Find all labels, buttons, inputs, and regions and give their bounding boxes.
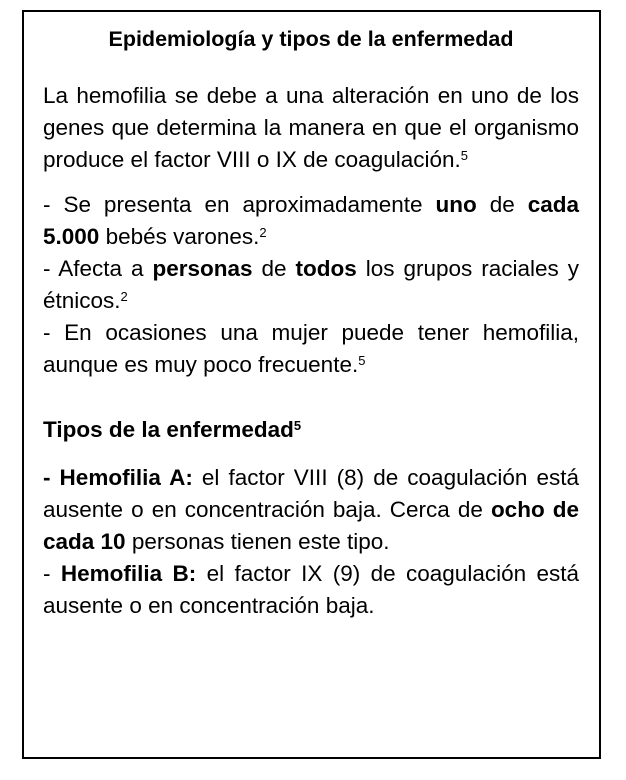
fact-1-text: de: [476, 192, 528, 217]
fact-2-text: los grupos raciales y étnicos.: [43, 256, 579, 313]
types-heading-text: Tipos de la enfermedad: [43, 417, 294, 442]
type-a-text: personas tienen este tipo.: [125, 529, 390, 554]
type-a-label: - Hemofilia A:: [43, 465, 193, 490]
intro-reference: 5: [460, 147, 468, 163]
type-b-dash: -: [43, 561, 61, 586]
type-a-bold: ocho de cada 10: [43, 497, 579, 554]
fact-2-text: - Afecta a: [43, 256, 153, 281]
fact-1-text: - Se presenta en aproximadamente: [43, 192, 436, 217]
types-paragraph: [43, 462, 579, 622]
fact-2-reference: 2: [120, 288, 128, 304]
fact-1-bold: uno: [435, 192, 477, 217]
intro-text: La hemofilia se debe a una alteración en uno de los genes que determina la manera en que el organismo produce el factor VIII o IX de coagulación.: [43, 83, 579, 172]
types-heading: [43, 414, 579, 446]
info-box-content: [43, 24, 579, 622]
types-heading-reference: 5: [293, 417, 302, 433]
fact-1-bold: cada 5.000: [43, 192, 579, 249]
box-title: Epidemiología y tipos de la enfermedad: [108, 27, 514, 51]
type-b-text: el factor IX (9) de coagulación está ausente o en concentración baja.: [43, 561, 579, 618]
fact-2-bold: personas: [152, 256, 253, 281]
type-b-label: Hemofilia B:: [60, 561, 197, 586]
fact-2-bold: todos: [295, 256, 357, 281]
type-a-text: el factor VIII (8) de coagulación está ausente o en concentración baja. Cerca de: [43, 465, 579, 522]
fact-1-reference: 2: [259, 224, 267, 240]
fact-1-text: bebés varones.: [99, 224, 260, 249]
fact-3-text: - En ocasiones una mujer puede tener hemofilia, aunque es muy poco frecuente.: [43, 320, 579, 377]
intro-paragraph: [43, 80, 579, 176]
fact-2-text: de: [252, 256, 296, 281]
info-box: [22, 10, 601, 759]
facts-paragraph: [43, 189, 579, 381]
fact-3-reference: 5: [358, 352, 366, 368]
